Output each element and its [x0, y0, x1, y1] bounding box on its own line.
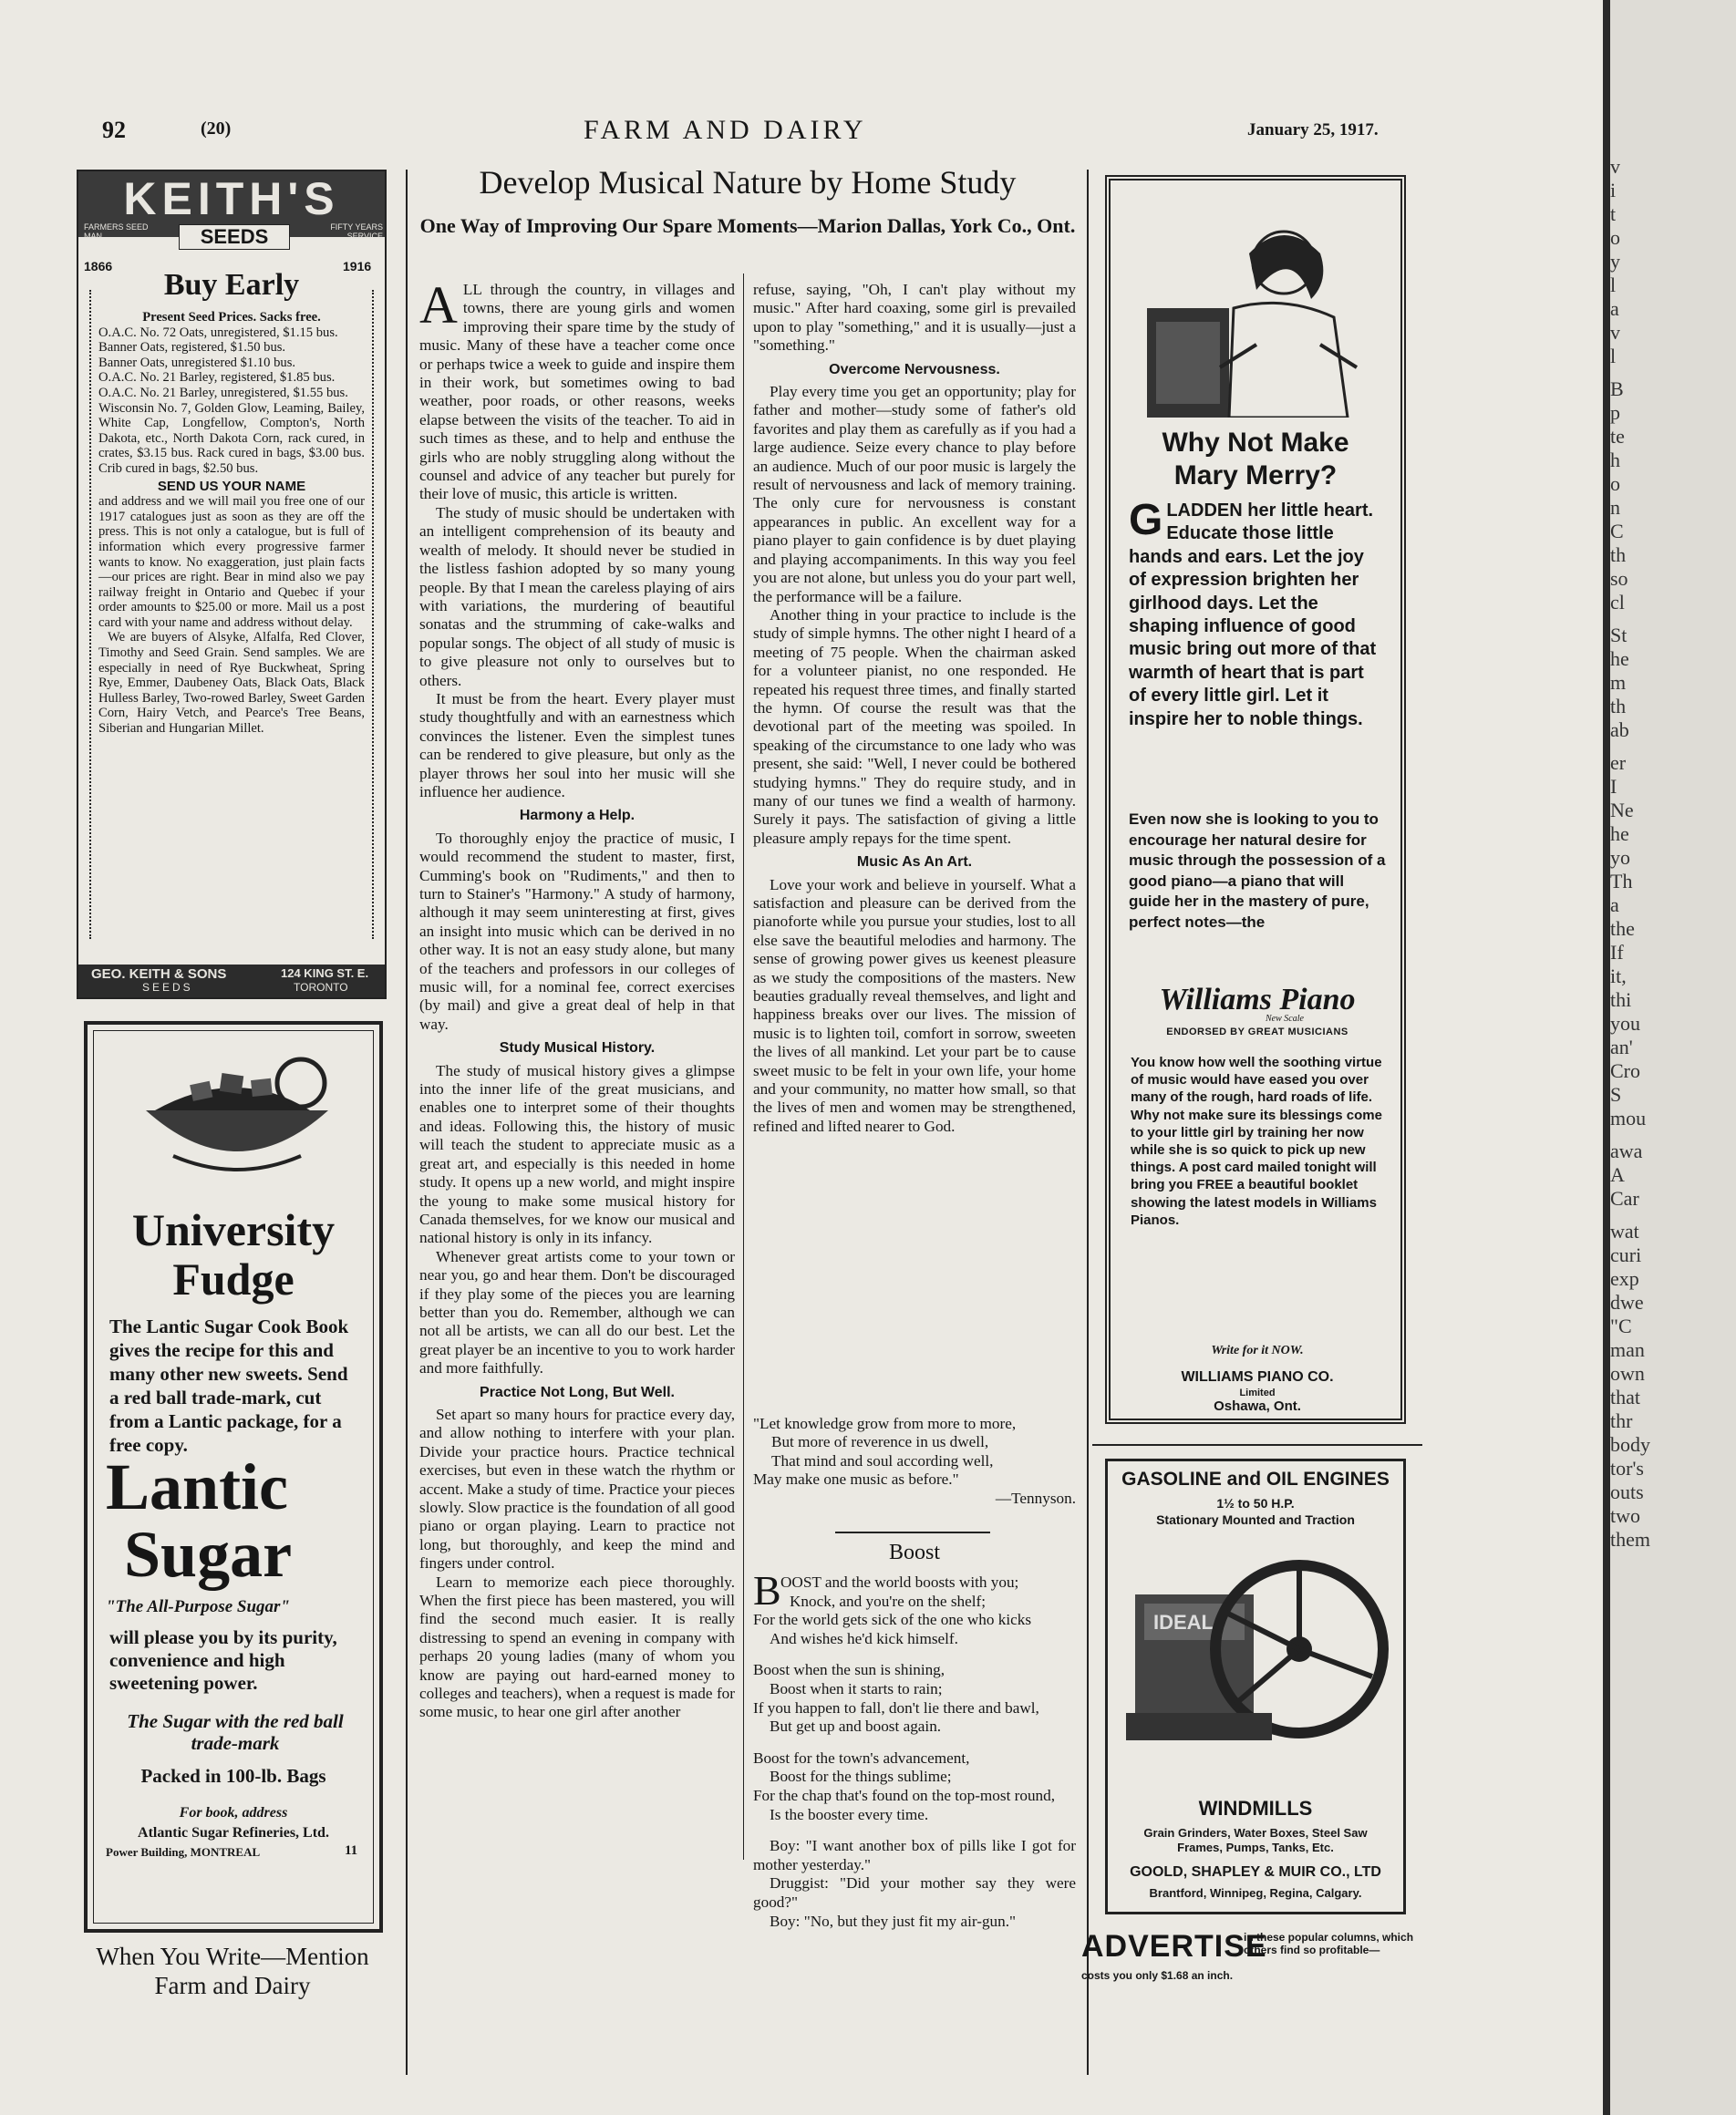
edge-fragment: the [1610, 917, 1635, 940]
lantic-company: Atlantic Sugar Refineries, Ltd. [138, 1825, 329, 1841]
article-paragraph: Love your work and believe in yourself. What a satisfaction and pleasure can be derived from the pianoforte while you pursue your studies, lost to all else save the beautiful melodies and harmony. The sense of growing power gives us keenest pleasure as we study the compositions of the masters. New beauties gradually reveal themselves, and light and happiness breaks over our lives. The mission of music is to lighten toil, comfort in sorrow, sweeten the lives of all mankind. Let your part be to cause sweet music to be felt in your own life, your home and your community, no matter how small, so that the lives of men and women may be strengthened, refined and lifted nearer to God. [753, 875, 1076, 1135]
section-heading: Harmony a Help. [519, 808, 636, 824]
boost-divider [835, 1532, 990, 1533]
keiths-seeds-ad [77, 170, 387, 999]
piano-limited: Limited [1239, 1388, 1276, 1398]
edge-fragment: S [1610, 1083, 1622, 1106]
engine-headline: GASOLINE and OIL ENGINES [1121, 1469, 1390, 1490]
edge-fragment: Th [1610, 870, 1633, 892]
keiths-footer [78, 965, 385, 997]
article-paragraph: It must be from the heart. Every player must study thoughtfully and with an earnestness which convinces the listener. Even the simplest tunes can be rendered to give pleasure, but only as the player throws her soul into her music will she influence her audience. [419, 689, 735, 800]
keiths-year-right: 1916 [343, 259, 372, 273]
page-number: 92 [102, 117, 126, 143]
lantic-packed: Packed in 100-lb. Bags [140, 1765, 326, 1787]
quote-line-0: "Let knowledge grow from more to more, [753, 1415, 1017, 1432]
mention-line-2: Farm and Dairy [154, 1972, 311, 1999]
edge-fragment: mou [1610, 1107, 1647, 1130]
keiths-seeds: SEEDS [179, 224, 290, 250]
edge-fragment: he [1610, 647, 1629, 670]
edge-fragment: thi [1610, 988, 1632, 1011]
edge-fragment: I [1610, 775, 1617, 798]
edge-fragment: Car [1610, 1187, 1639, 1210]
article-column-2 [753, 281, 1076, 1136]
piano-drop-cap: G [1129, 496, 1163, 544]
lantic-brand-2: Sugar [124, 1518, 293, 1591]
edge-fragment: man [1610, 1338, 1645, 1361]
article-title: Develop Musical Nature by Home Study [479, 164, 1017, 201]
edge-fragment: y [1610, 250, 1620, 273]
keiths-body [98, 310, 365, 737]
boost-s2-0: Boost when the sun is shining, [753, 1661, 946, 1679]
edge-fragment: outs [1610, 1480, 1644, 1503]
piano-company: WILLIAMS PIANO CO. [1181, 1369, 1334, 1385]
boost-poem [753, 1567, 1076, 1931]
article-paragraph: Set apart so many hours for practice every day, and allow nothing to interfere with your plan. Divide your practice hours. Practice technical exercises, but even in these watch the rhythm or accent. Make a study of time. Practice your pieces slowly. Slow practice is the foundation of all good piano or organ playing. Learn to practice not long, but thoroughly, and keep the mind and fingers under control. [419, 1405, 735, 1573]
issue-date: January 25, 1917. [1247, 120, 1379, 139]
page-gutter [1603, 0, 1610, 2115]
keiths-line-6: Wisconsin No. 7, Golden Glow, Leaming, Bailey, White Cap, Longfellow, Compton's, North Dakota, etc., North Dakota Corn, rack cured, in crates, $3.15 bus. Rack cured in bags, $3.00 bus. Crib cured in bags, $2.50 bus. [98, 400, 365, 476]
lantic-headline-2: Fudge [172, 1254, 294, 1305]
edge-fragment: Cro [1610, 1059, 1640, 1082]
boost-s1-0: OOST and the world boosts with you; [780, 1573, 1019, 1591]
keiths-footer-right: 124 KING ST. E. [281, 966, 369, 980]
article-lead-text: LL through the country, in villages and towns, there are young girls and women improving their spare time by the study of music. Many of these have a teacher come once or perhaps twice a week to guide and inspire them in their work, but sometimes owing to bad weather, poor roads, or other reasons, weeks elapse between the visits of the teacher. To aid in such times as these, and to help and enthuse the girls who are nobly struggling along without the counsel and advice of any teacher but purely for their love of music, this article is written. [419, 281, 735, 503]
boost-joke-1: Boy: "I want another box of pills like I got for mother yesterday." [753, 1837, 1076, 1873]
edge-fragment: "C [1610, 1315, 1632, 1337]
boost-s3-1: Boost for the things sublime; [770, 1768, 952, 1786]
edge-fragment: two [1610, 1504, 1640, 1527]
williams-piano-ad [1105, 175, 1406, 1424]
section-heading: Practice Not Long, But Well. [480, 1384, 675, 1400]
tennyson-quote [753, 1415, 1076, 1508]
fudge-basket-illustration [137, 1047, 337, 1183]
edge-fragment: St [1610, 624, 1628, 646]
engine-products: Grain Grinders, Water Boxes, Steel Saw Frames, Pumps, Tanks, Etc. [1143, 1826, 1368, 1854]
keiths-year-left: 1866 [84, 259, 113, 273]
section-heading: Music As An Art. [856, 854, 973, 871]
edge-fragment: them [1610, 1528, 1650, 1551]
keiths-footer-right-2: TORONTO [294, 981, 348, 994]
engine-illustration [1126, 1540, 1390, 1759]
advertise-word: ADVERTISE [1081, 1929, 1267, 1964]
edge-fragment: dwe [1610, 1291, 1644, 1314]
lantic-body-2: will please you by its purity, convenience and high sweetening power. [109, 1626, 337, 1694]
edge-fragment: wat [1610, 1220, 1639, 1243]
edge-fragment: th [1610, 695, 1627, 717]
article-paragraph: Another thing in your practice to include is the study of simple hymns. The other night I heard of a meeting of 75 people. When the chairman asked for a volunteer pianist, no one responded. He repeated his request three times, and finally started the hymn. Of course the result was that the devotional part of the meeting was spoiled. In speaking of the circumstance to one lady who was present, she said: "Well, I never could be bothered studying hymns." They do require study, and in many of our tunes we find a wealth of harmony. Surely it pays. The satisfaction of giving a little pleasure amply repays for the time spent. [753, 605, 1076, 847]
keiths-buy-early: Buy Early [163, 268, 300, 302]
lantic-headline-1: University [131, 1204, 336, 1255]
boost-s3-2: For the chap that's found on the top-most round, [753, 1786, 1056, 1804]
edge-fragment: he [1610, 822, 1629, 845]
keiths-send-name: SEND US YOUR NAME [157, 478, 306, 494]
keiths-line-4: O.A.C. No. 21 Barley, registered, $1.85 bus. [98, 370, 336, 386]
edge-fragment: curi [1610, 1243, 1642, 1266]
keiths-line-2: Banner Oats, registered, $1.50 bus. [98, 340, 286, 356]
lantic-tagline-2: The Sugar with the red ball trade-mark [127, 1710, 344, 1754]
boost-s2-2: If you happen to fall, don't lie there and bawl, [753, 1698, 1039, 1717]
keiths-footer-left-2: SEEDS [142, 981, 193, 994]
edge-fragment: a [1610, 893, 1619, 916]
article-paragraph: Whenever great artists come to your town or near you, go and hear them. Don't be discouraged if they play some of the pieces you are learning better than you do. Remember, although we can not all be artists, we can all do our best. Let the great player be an incentive to you to work harder and more faithfully. [419, 1247, 735, 1377]
column-rule-right [1087, 170, 1089, 2075]
edge-fragment: awa [1610, 1140, 1643, 1162]
edge-fragment: C [1610, 520, 1624, 542]
column-rule-mid [743, 273, 744, 1860]
keiths-line-5: O.A.C. No. 21 Barley, unregistered, $1.55 bus. [98, 385, 348, 400]
boost-s1-3: And wishes he'd kick himself. [770, 1629, 958, 1647]
adjacent-page-fragments [1610, 155, 1736, 1552]
column-rule-left [406, 170, 408, 2075]
quote-author: —Tennyson. [995, 1489, 1076, 1507]
lantic-code: 11 [345, 1843, 358, 1858]
boost-joke-2: Druggist: "Did your mother say they were good?" [753, 1874, 1076, 1911]
edge-fragment: a [1610, 297, 1619, 320]
article-paragraph: The study of musical history gives a glimpse into the inner life of the great musicians, and enables one to interpret some of their thoughts and ideas. Following this, the history of music will teach the student to appreciate music as a great art, and especially is this needed in home study. It opens up a new world, and might inspire the young to make some musical history for Canada themselves, for we know our musical and national history is only in its infancy. [419, 1061, 735, 1247]
girl-at-piano-illustration [1147, 208, 1366, 418]
keiths-line-3: Banner Oats, unregistered $1.10 bus. [98, 355, 296, 370]
edge-fragment: you [1610, 1012, 1640, 1035]
boost-s2-3: But get up and boost again. [770, 1718, 942, 1736]
edge-fragment: that [1610, 1386, 1640, 1408]
piano-body-1: LADDEN her little heart. Educate those little hands and ears. Let the joy of expression brighten her girlhood days. Let the shaping influence of good music bring out more of that warmth of heart that is part of every little girl. Let it inspire her to noble things. [1129, 500, 1377, 729]
piano-endorsed: ENDORSED BY GREAT MUSICIANS [1166, 1027, 1348, 1037]
engine-sub-1: 1½ to 50 H.P. [1216, 1496, 1295, 1511]
edge-fragment: it, [1610, 965, 1627, 987]
quote-line-1: But more of reverence in us dwell, [771, 1433, 989, 1451]
edge-fragment: cl [1610, 591, 1625, 614]
lantic-address: Power Building, MONTREAL [106, 1845, 261, 1859]
edge-fragment: v [1610, 321, 1620, 344]
edge-fragment: n [1610, 496, 1620, 519]
edge-fragment: tor's [1610, 1457, 1644, 1480]
edge-fragment: o [1610, 226, 1620, 249]
piano-body-2: Even now she is looking to you to encourage her natural desire for music through the possession of a good piano—a piano that will guide her in the mastery of pure, perfect notes—the [1129, 810, 1386, 931]
edge-fragment: i [1610, 179, 1617, 201]
edge-fragment: l [1610, 273, 1617, 296]
boost-s3-3: Is the booster every time. [770, 1805, 929, 1823]
piano-body-3: You know how well the soothing virtue of music would have eased you over many of the rough, hard roads of life. Why not make sure its blessings come to your little girl by training her now while she is so quick to pick up new things. A post card mailed tonight will bring you FREE a beautiful booklet showing the latest models in Williams Pianos. [1131, 1055, 1382, 1228]
engine-cities: Brantford, Winnipeg, Regina, Calgary. [1149, 1886, 1362, 1900]
keiths-body-text: and address and we will mail you free one of our 1917 catalogues just as soon as they are off the press. This is not only a catalogue, but is full of information which every progressive farmer wants to know. No exaggeration, just plain facts—our prices are right. Bear in mind also we pay railway freight in Ontario and Quebec if your order amounts to $25.00 or more. Mail us a post card with your name and address without delay. [98, 494, 365, 630]
boost-joke-3: Boy: "No, but they just fit my air-gun." [770, 1912, 1017, 1930]
piano-brand-sub: New Scale [1266, 1014, 1304, 1024]
piano-brand: Williams Piano [1159, 983, 1356, 1016]
edge-fragment: thr [1610, 1409, 1633, 1432]
engine-label: IDEAL [1153, 1611, 1214, 1634]
edge-fragment: l [1610, 345, 1617, 367]
edge-fragment: yo [1610, 846, 1630, 869]
edge-fragment: er [1610, 751, 1627, 774]
edge-fragment: m [1610, 671, 1627, 694]
edge-fragment: t [1610, 202, 1617, 225]
gasoline-engines-ad [1105, 1459, 1406, 1914]
keiths-border-right [372, 290, 383, 939]
lantic-tagline: "The All-Purpose Sugar" [106, 1597, 290, 1616]
boost-title: Boost [888, 1541, 940, 1564]
edge-fragment: an' [1610, 1036, 1633, 1058]
section-heading: Overcome Nervousness. [829, 361, 1000, 377]
keiths-banner-right: FIFTY YEARS SERVICE [330, 222, 383, 241]
quote-line-3: May make one music as before." [753, 1470, 959, 1489]
piano-write: Write for it NOW. [1211, 1344, 1304, 1357]
boost-s1-2: For the world gets sick of the one who kicks [753, 1611, 1032, 1629]
edge-fragment: B [1610, 377, 1624, 400]
edge-fragment: te [1610, 425, 1625, 448]
article-drop-cap: A [419, 275, 458, 335]
issue-page: (20) [201, 119, 232, 139]
mention-line-1: When You Write—Mention [96, 1943, 369, 1970]
article-paragraph: refuse, saying, "Oh, I can't play without my music." After hard coaxing, some girl is prevailed upon to play "something," and it is usually—just a "something." [753, 281, 1076, 355]
article-paragraph: To thoroughly enjoy the practice of music, I would recommend the student to master, first, Cumming's book on "Rudiments," and then to turn to Stainer's "Harmony." A study of harmony, although it may seem uninteresting at first, gives an insight into music which can be derived in no other way. It is not an easy study alone, but many of the teachers and professors in our colleges of music will, for a nominal fee, correct exercises (by mail) and give a great deal of help in that way. [419, 829, 735, 1033]
advertise-text-2: costs you only $1.68 an inch. [1081, 1969, 1234, 1982]
edge-fragment: If [1610, 941, 1624, 964]
engine-windmills: WINDMILLS [1198, 1797, 1313, 1820]
keiths-banner-left: FARMERS SEED MAN [84, 222, 149, 241]
keiths-line-0: Present Seed Prices. Sacks free. [142, 310, 321, 325]
engine-company: GOOLD, SHAPLEY & MUIR CO., LTD [1130, 1864, 1381, 1880]
piano-headline: Why Not Make Mary Merry? [1162, 428, 1349, 490]
article-subtitle: One Way of Improving Our Spare Moments—Marion Dallas, York Co., Ont. [419, 214, 1076, 237]
article-paragraph: Play every time you get an opportunity; play for father and mother—study some of father's old favorites and play them as carefully as if you had a large audience. Seize every chance to play before an audience. Much of our poor music is largely the result of nervousness and lack of memory training. The only cure for nervousness is constant appearances in public. An excellent way for a piano player to gain confidence is by duet playing and playing accompaniments. In this way you feel you are not alone, but unless you do your part well, the performance will be a failure. [753, 383, 1076, 605]
article-paragraph: Learn to memorize each piece thoroughly. When the first piece has been mastered, you will find the second much easier. It is really distressing to spend an evening in company with perhaps 20 young ladies (many of whom you know are paying out hard-earned money to colleges and teachers), when a request is made for some music, to hear one girl after another [419, 1573, 735, 1721]
advertise-text: in these popular columns, which others find so profitable— [1244, 1931, 1414, 1956]
edge-fragment: ab [1610, 718, 1629, 741]
keiths-body-text-2: We are buyers of Alsyke, Alfalfa, Red Clover, Timothy and Seed Grain. Send samples. We are especially in need of Rye Buckwheat, Spring Rye, Emmer, Daubeney Oats, Black Oats, Black Hulless Barley, Two-rowed Barley, Sweet Garden Corn, Hairy Vetch, and Pearce's Tree Beans, Siberian and Hungarian Millet. [98, 630, 365, 737]
keiths-footer-left: GEO. KEITH & SONS [91, 966, 227, 982]
boost-s2-1: Boost when it starts to rain; [770, 1679, 943, 1697]
keiths-border-left [80, 290, 91, 939]
edge-fragment: h [1610, 449, 1620, 471]
lantic-brand-1: Lantic [106, 1450, 289, 1523]
mention-farm-and-dairy [64, 1942, 401, 2000]
lantic-body: The Lantic Sugar Cook Book gives the recipe for this and many other new sweets. Send a red ball trade-mark, cut from a Lantic package, for a free copy. [109, 1315, 349, 1456]
edge-fragment: v [1610, 155, 1620, 178]
keiths-brand: KEITH'S [123, 173, 340, 224]
piano-intro [1129, 496, 1386, 731]
piano-city: Oshawa, Ont. [1214, 1398, 1301, 1414]
quote-line-2: That mind and soul according well, [771, 1451, 994, 1470]
keiths-line-1: O.A.C. No. 72 Oats, unregistered, $1.15 bus. [98, 325, 338, 340]
lantic-for-book: For book, address [179, 1805, 288, 1821]
article-column-1 [419, 275, 735, 1722]
edge-fragment: own [1610, 1362, 1645, 1385]
article-paragraph: The study of music should be undertaken with an intelligent comprehension of its beauty and wealth of melody. It should never be studied in the listless fashion adopted by so many young people. By that I mean the careless playing of airs with variations, the murdering of beautiful sonatas and the strumming of cake-walks and popular songs. The object of all study of music is to give pleasure not only to ourselves but to others. [419, 503, 735, 689]
edge-fragment: Ne [1610, 799, 1634, 821]
edge-fragment: exp [1610, 1267, 1639, 1290]
masthead: FARM AND DAIRY [584, 115, 867, 145]
edge-fragment: th [1610, 543, 1627, 566]
article-paragraph [419, 275, 735, 504]
boost-s1-1: Knock, and you're on the shelf; [790, 1592, 987, 1610]
edge-fragment: A [1610, 1163, 1625, 1186]
engine-sub-2: Stationary Mounted and Traction [1156, 1512, 1355, 1527]
lantic-sugar-ad [84, 1021, 383, 1933]
section-heading: Study Musical History. [499, 1040, 656, 1057]
boost-s3-0: Boost for the town's advancement, [753, 1749, 970, 1767]
edge-fragment: body [1610, 1433, 1650, 1456]
edge-fragment: o [1610, 472, 1620, 495]
edge-fragment: so [1610, 567, 1628, 590]
boost-drop-cap: B [753, 1567, 781, 1614]
right-col-divider [1092, 1444, 1422, 1446]
edge-fragment: p [1610, 401, 1620, 424]
